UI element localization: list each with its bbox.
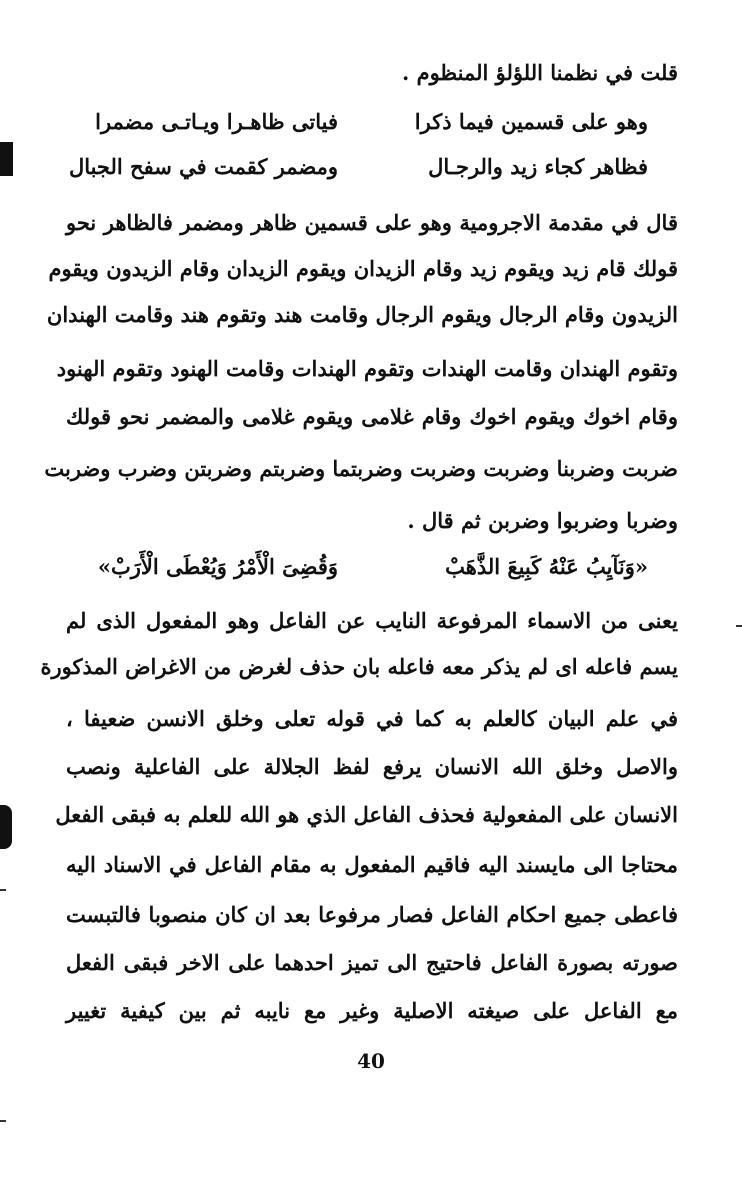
paragraph-line: وقام اخوك ويقوم اخوك وقام غلامى ويقوم غلامى والمضمر نحو قولك (66, 404, 678, 429)
paragraph-line: فاعطى جميع احكام الفاعل فصار مرفوعا بعد ان كان منصوبا فالتبست (66, 902, 678, 927)
verse-hemistich-second: ومضمر كقمت في سفح الجبال (68, 154, 338, 179)
verse-hemistich-first: «وَنَآيِبُ عَنْهُ كَبِيعَ الذَّهَبْ (445, 554, 648, 579)
poem-verse (66, 550, 678, 584)
poem-verse (66, 150, 678, 184)
scan-tick-mark (0, 889, 6, 891)
paragraph-line: والاصل وخلق الله الانسان يرفع لفظ الجلالة على الفاعلية ونصب (66, 754, 678, 779)
paragraph-line: وتقوم الهندان وقامت الهندات وتقوم الهندات وقامت الهنود وتقوم الهنود (56, 356, 678, 381)
poem-verse (66, 105, 678, 139)
verse-hemistich-second: وَقُضِىَ الْأَمْرُ وَيُعْطَى الْأَرَبْ» (97, 554, 338, 579)
scan-mark-blot (0, 805, 12, 849)
paragraph-line: في علم البيان كالعلم به كما في قوله تعلى وخلق الانسن ضعيفا ، (66, 706, 678, 731)
verse-hemistich-first: وهو على قسمين فيما ذكرا (414, 109, 648, 134)
paragraph-line: الانسان على المفعولية فحذف الفاعل الذي هو الله للعلم به فبقى الفعل (55, 802, 678, 827)
paragraph-line: محتاجا الى مايسند اليه فاقيم المفعول به مقام الفاعل في الاسناد اليه (66, 852, 678, 877)
scan-tick-mark (0, 1120, 6, 1122)
scan-mark-block (0, 142, 13, 176)
intro-line: قلت في نظمنا اللؤلؤ المنظوم . (401, 60, 678, 85)
paragraph-line: ضربت وضربنا وضربت وضربت وضربتما وضربتم وضربتن وضرب وضربت (44, 456, 678, 481)
paragraph-line: وضربا وضربوا وضربن ثم قال . (407, 508, 678, 533)
paragraph-line: قال في مقدمة الاجرومية وهو على قسمين ظاهر ومضمر فالظاهر نحو (66, 210, 678, 235)
paragraph-line: قولك قام زيد ويقوم زيد وقام الزيدان ويقوم الزيدان وقام الزيدون ويقوم (48, 256, 678, 281)
paragraph-line: يعنى من الاسماء المرفوعة النايب عن الفاعل وهو المفعول الذى لم (66, 608, 678, 633)
scan-tick-mark (736, 625, 742, 627)
verse-hemistich-first: فظاهر كجاء زيد والرجـال (428, 154, 648, 179)
page-number: 40 (357, 1049, 385, 1073)
paragraph-line: صورته بصورة الفاعل فاحتيج الى تميز احدهما على الاخر فبقى الفعل (66, 950, 678, 975)
paragraph-line: يسم فاعله اى لم يذكر معه فاعله بان حذف لغرض من الاغراض المذكورة (40, 654, 678, 679)
paragraph-line: الزيدون وقام الرجال ويقوم الرجال وقامت هند وتقوم هند وقامت الهندان (46, 302, 678, 327)
paragraph-line: مع الفاعل على صيغته الاصلية وغير مع نايبه ثم بين كيفية تغيير (66, 998, 678, 1023)
verse-hemistich-second: فياتى ظاهـرا ويـاتـى مضمرا (95, 109, 338, 134)
